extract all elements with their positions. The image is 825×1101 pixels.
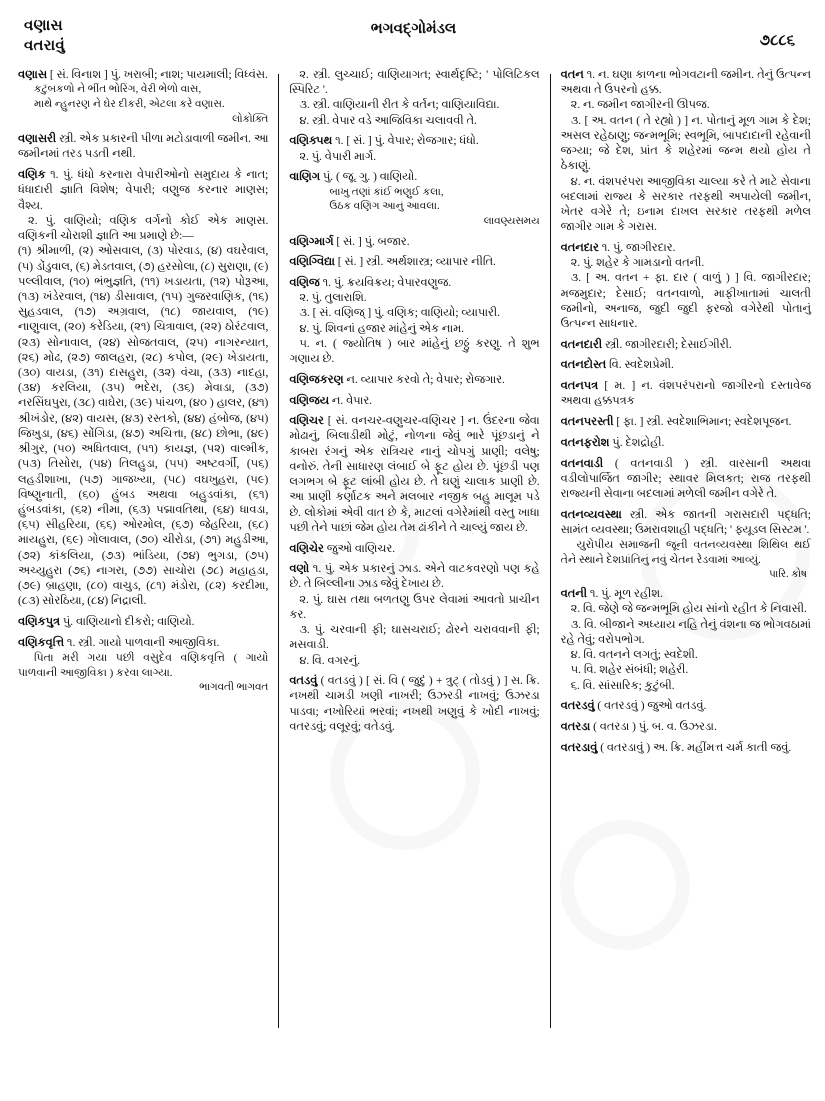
entry-quotation: કટુંબકળો ને ભીંત ભોરિંગ, વેરી ભેળો વાસ, (34, 84, 202, 96)
dictionary-entry (289, 394, 539, 409)
headword: વણિચેર (289, 542, 324, 555)
entry-sense: ૩. વિ. બીજાને અધ્યાય નહિ તેનું વંશના જ ભોગવઠામાં રહે તેવું; વરોપભોગ. (560, 618, 811, 646)
page-header (14, 14, 813, 66)
entry-definition: વતનપત્ર [ મ. ] ન. વંશપરંપરાનો જાગીરનો દસ્તાવેજ અથવા હક્કપત્રક (560, 380, 811, 408)
entry-citation: ભાગવતી ભાગવત (199, 681, 269, 693)
dictionary-entry (561, 699, 811, 714)
dictionary-entry (18, 636, 268, 695)
dictionary-entry (18, 132, 268, 162)
entry-definition: વણિગ્વિદ્યા [ સં. ] સ્ત્રી. અર્થશાસ્ત્ર; વ્યાપાર નીતિ. (289, 256, 496, 269)
entry-sense: ૨. પું. ઘાસ તથા બળતણુ ઉપર લેવામાં આવતો પ્રાચીન કર. (289, 593, 540, 621)
book-title: ભગવદ્ગોમંડલ (370, 21, 457, 37)
headword: વતરડવું (560, 700, 595, 713)
headword: વણિગ્માર્ગ (289, 235, 334, 248)
dictionary-entry (289, 276, 539, 367)
entry-definition: વણિજય ન. વેપાર. (289, 394, 373, 407)
headword: વણિગ્વિદ્યા (289, 256, 335, 269)
entry-sense: ૨. પું. વાણિયો; વણિક વર્ગનો કોઈ એક માણસ. વણિકની ચોરાશી જ્ઞાતિ આ પ્રમાણે છે:— (18, 214, 269, 243)
header-last-word: વતરાવું (24, 38, 65, 55)
entry-definition: વાણિગ પું. ( જૂ. ગુ. ) વાણિયો. (289, 171, 418, 184)
entry-definition: વણો ૧. પું. એક પ્રકારનું ઝાડ. એને વાટકવરણો પણ કહે છે. તે બિલ્લીના ઝાડ જેવું દેખાય છે. (289, 563, 540, 591)
headword: વણિક્પથ (289, 135, 333, 148)
dictionary-entry (289, 674, 539, 735)
dictionary-entry (289, 68, 539, 129)
entry-sense: ૫. ન. ( જ્યોતિષ ) બાર માંહેનું છઠ્ઠું કરણુ. તે શુભ ગણાય છે. (289, 337, 540, 366)
entry-definition: વણિક્પથ ૧. [ સં. ] પું. વેપાર; રોજગાર; ધંધો. (289, 135, 479, 148)
entry-definition: વણિચેર જુઓ વાણિચર. (289, 542, 396, 555)
entry-illustration: યુરોપીય સમાજની જૂની વતનવ્યવસ્થા શિથિલ થઈ તેને સ્થાને દેશપ્રાંતિનું નવું ચેતન રેડવામાં આવ્યું. (560, 539, 811, 566)
entry-definition: વતનપરસ્તી [ ફા. ] સ્ત્રી. સ્વદેશાભિમાન; સ્વદેશપૂજન. (560, 416, 792, 429)
entry-quotation: ઉઠક વણિગ આનું આવલા. (329, 201, 440, 213)
entry-citation: લોકોક્તિ (232, 113, 269, 125)
entry-subcaste-list: (૧) શ્રીમાળી, (૨) ઓસવાલ, (૩) પોરવાડ, (૪) વઘરેવાલ, (૫) ડોંડુવાલ, (૬) મેડતવાલ, (૭) હરસોલા, (૮) સુરાણા, (૯) પલ્લીવાલ, (૧૦) ભંભુજ્ઞતિ, (૧૧) ખડાયતા, (૧૨) પોરૂઆ, (૧૩) ખંડેરવાલ, (૧૪) ડીસાવાલ, (૧૫) ગુજરવાણિક, (૧૬) સુહડવાલ, (૧૭) અગ્રવાલ, (૧૮) જાયવાલ, (૧૯) નાણુવાલ, (૨૦) કરેડિયા, (૨૧) ચિત્રાવાલ, (૨૨) ઠોરંટવાલ, (૨૩) સોનાવાલ, (૨૪) સોજતવાલ, (૨૫) નાગરન્યાત, (૨૬) મોઢ, (૨૭) જાલહરા, (૨૮) કપોલ, (૨૯) ખેડાયતા, (૩૦) વાયડા, (૩૧) દાસહુરા, (૩૨) વંચા, (૩૩) નાદહા, (૩૪) કરલિયા, (૩૫) ભદેરા, (૩૬) મેવાડા, (૩૭) નરસિંઘપુરા, (૩૮) વાઘેરા, (૩૯) પાંચળ, (૪૦ ) હાલર, (૪૧) શ્રીખંડોર, (૪૨) વાયસ, (૪૩) રસ્તકો, (૪૪) હંબોજ, (૪૫) જિખુડા, (૪૬) સોંગિડા, (૪૭) અચિત્તા, (૪૮) છોભા, (૪૯) શ્રીગુર, (૫૦) અધિતવાલ, (૫૧) કાયજ્ઞ, (૫૨) વાલ્મીક, (૫૩) તિસોરા, (૫૪) તિલહુડા, (૫૫) અષ્ટવર્ગી, (૫૬) લહડીશાખા, (૫૭) ગાજખ્યા, (૫૮) વઘખુહરા, (૫૯) વિષ્ણુનાતી, (૬૦) હુંબડ અથવા બહુડવાંકા, (૬૧) હુંબડવાંકા, (૬૨) નીમા, (૬૩) પદ્માવતિથા, (૬૪) ધાવડા, (૬૫) સીહરિયા, (૬૬) ઓરમોલ, (૬૭) જેહરિયા, (૬૮) માયહુરા, (૬૯) ગોલાવાલ, (૭૦) ચીરોડા, (૭૧) મહુડીઆ, (૭૨) કાંકલિયા, (૭૩) ભાંડિયા, (૭૪) ભુગડા, (૭૫) અચ્યુહુરા (૭૬) નાગરા, (૭૭) સાચોરા (૭૮) મહાહડા, (૭૯) બ્રાહણા, (૮૦) વાચુડ, (૮૧) મંડોરા, (૮૨) કરદીમા, (૮૩) સોરઠિયા, (૮૪) નિદ્રાલી. (18, 245, 269, 608)
headword: વણિકવૃત્તિ (18, 636, 65, 649)
entry-sense: ૩. [ અ. વતન + ફા. દાર ( વાળું ) ] વિ. જાગીરદાર; મજમુદાર; દેસાઈ; વતનવાળો, માફીખાતામાં ચાલતી જમીનો, અનાજ, જુદી જુદી ફરજો વગેરેથી પોતાનું ઉત્પન્ન સાધનાર. (560, 272, 811, 330)
headword: વણિકપુત્ર (18, 616, 61, 629)
dictionary-entry (289, 562, 539, 669)
headword: વતનદોસ્ત (560, 359, 607, 372)
entry-sense: ૩. [ સં. વણિજ્ ] પું. વણિક; વાણિયો; વ્યાપારી. (299, 307, 501, 320)
dictionary-entry (561, 436, 811, 451)
dictionary-entry (561, 338, 811, 353)
headword: વણાસ (18, 69, 48, 81)
entry-sense: ૨. સ્ત્રી. લુચ્ચાઈ; વાણિયાગત; સ્વાર્થદૃષ્ટિ; ' પોલિટિકલ સ્પિરિટ '. (289, 69, 540, 97)
column-container (14, 68, 813, 1088)
column-1 (14, 68, 278, 1088)
headword: વણિક (18, 169, 46, 182)
headword: વતરડા (560, 720, 591, 733)
page-number: ૭૮૮૬ (759, 33, 795, 49)
headword: વતની (560, 588, 588, 601)
entry-definition: વણાસ [ સં. વિનાશ ] પું. ખરાબી; નાશ; પાયમાલી; વિધ્વંસ. (18, 69, 268, 81)
entry-definition: વણિકપુત્ર પું. વાણિયાનો દીકરો; વાણિયો. (18, 616, 195, 629)
dictionary-entry (289, 414, 539, 536)
column-3 (551, 68, 813, 1088)
dictionary-entry (561, 457, 811, 503)
entry-sense: ૬. વિ. સાંસારિક; કુટુંબી. (570, 679, 675, 692)
headword: વતનદારી (560, 338, 603, 351)
entry-definition: વણિજ ૧. પું. ક્રયવિક્રય; વેપારવણુજ. (289, 277, 452, 290)
entry-illustration: પિતા મરી ગયા પછી વસુદેવ વણિકવૃત્તિ ( ગાયો પાળવાની આજીવિકા ) કરવા લાગ્યા. (18, 651, 269, 679)
headword: વણિજય (289, 394, 330, 407)
dictionary-entry (289, 373, 539, 388)
dictionary-entry (289, 235, 539, 250)
dictionary-entry (561, 379, 811, 409)
dictionary-entry (289, 255, 539, 270)
entry-quotation: માથે ન્હુનરણ ને ઘેર દીકરી, એટલા કરે વણાસ. (34, 99, 225, 111)
dictionary-entry (561, 741, 811, 756)
dictionary-entry (18, 68, 268, 127)
dictionary-entry (18, 615, 268, 630)
entry-definition: વણિજકરણ ન. વ્યાપાર કરવો તે; વેપાર; રોજગાર. (289, 373, 505, 386)
entry-definition: વતનદાર ૧. પું. જાગીરદાર. (560, 241, 676, 254)
entry-definition: વતની ૧. પું. મૂળ રહીશ. (560, 588, 663, 601)
entry-definition: વતડવું ( વતડવું ) [ સં. વિ ( જુદું ) + ત્રુટ્ ( તોડવું ) ] સ. ક્રિ. નખથી ચામડી ખણી નાખરી; ઉઝરડી નાખવું; ઉઝરડા પાડવા; નખોરિયાં ભરવાં; નખથી ખણુવું કે ખોદી નાખવું; વતરડવું; વલૂરવું; વતેડવું. (289, 675, 540, 733)
dictionary-entry (18, 168, 268, 609)
headword: વતડવું (289, 675, 318, 688)
headword: વતરડાવું (560, 741, 598, 754)
entry-definition: વણિગ્માર્ગ [ સં. ] પું. બજાર. (289, 235, 410, 248)
entry-definition: વતન ૧. ન. ઘણા કાળના ભોગવટાની જમીન. તેનું ઉત્પન્ન અથવા તે ઉપરનો હક્ક. (560, 69, 811, 97)
headword: વણિજકરણ (289, 373, 344, 386)
entry-definition: વતરડા ( વતરડા ) પું. બ. વ. ઉઝરડા. (560, 720, 717, 733)
dictionary-entry (561, 241, 811, 332)
headword: વણાસરી (18, 133, 57, 146)
entry-definition: વણિકવૃત્તિ ૧. સ્ત્રી. ગાયો પાળવાની આજીવિકા. (18, 636, 220, 649)
entry-definition: વણિચર [ સં. વનચર-વણુચર-વણિચર ] ન. ઉંદરના જેવા મોઢાનું, બિલાડીથી મોટું, નોળના જેવું ભારે પૂંછડાનું ને કાબરા રંગનું એક રાત્રિચર નાનું ચોપગું પ્રાણી; વલેષુ; વનોરું. તેની સાધારણ લંબાઈ બે ફૂટ હોય છે. પૂંછડી પણ લગભગ બે ફૂટ લાંબી હોય છે. તે ઘણું ચાલાક પ્રાણી છે. આ પ્રાણી કર્ણાટક અને મલબાર નજીક બહુ માલૂમ પડે છે. લોકોમાં એવી વાત છે કે, માટલાં વગેરેમાંથી વસ્તુ ખાધા પછી તેને પાછાં જેમ હોય તેમ ઢાંકીને તે ચાલ્યું જાય છે. (289, 415, 540, 534)
dictionary-entry (561, 720, 811, 735)
entry-sense: ૪. સ્ત્રી. વેપાર વડે આજિવિકા ચલાવવી તે. (299, 114, 477, 127)
headword: વાણિગ (289, 171, 321, 184)
headword: વણિજ (289, 277, 320, 290)
column-2 (279, 68, 549, 1088)
dictionary-entry (561, 358, 811, 373)
entry-quotation: બાખુ તણાં કાંઈ ભણુઈ કલા, (329, 186, 444, 198)
headword: વતનવાડી (560, 457, 604, 470)
entry-sense: ૪. વિ. વગરનું. (299, 654, 361, 667)
entry-sense: ૩. [ અ. વતન ( તે રહ્યો ) ] ન. પોતાનું મૂળ ગામ કે દેશ; અસલ રહેઠાણુ; જન્મભૂમિ; સ્વભૂમિ, બાપદાદાની રહેવાની જગ્યા; જે દેશ, પ્રાંત કે શહેરમાં જન્મ થયો હોય તે ઠેકાણું. (560, 114, 811, 173)
entry-sense: ૨. પું. શહેર કે ગામડાનો વતની. (570, 257, 705, 270)
headword: વણો (289, 563, 310, 576)
entry-sense: ૪. ન. વંશપરંપરા આજીવિકા ચાલ્યા કરે તે માટે સેવાના બદલામાં રાજ્ય કે સરકાર તરફથી અપાયેલી જમીન, ખેતર વગેરે તે; ઇનામ દાખલ સરકાર તરફથી મળેલ જાગીર ગામ કે ગરાસ. (560, 175, 811, 234)
headword: વતન (560, 69, 584, 81)
entry-definition: વતનવાડી ( વતનવાડી ) સ્ત્રી. વારસાની અથવા વડીલોપાર્જિત જાગીર; સ્થાવર મિલકત; રાજ તરફથી રાજ્યની સેવાના બદલામાં મળેલી જમીન વગેરે તે. (560, 457, 811, 500)
dictionary-entry (289, 542, 539, 557)
dictionary-entry (289, 134, 539, 164)
headword: વતનવ્યવસ્થા (560, 508, 622, 521)
headword: વતનદાર (560, 241, 599, 254)
entry-definition: વતનદારી સ્ત્રી. જાગીરદારી; દેસાઈગીરી. (560, 338, 732, 351)
entry-definition: વણાસરી સ્ત્રી. એક પ્રકારની પીળા મટોડાવાળી જમીન. આ જમીનમાં તરડ પડતી નથી. (18, 133, 269, 161)
headword: વતનફરોશ (560, 436, 610, 449)
entry-sense: ૫. વિ. શહેર સંબંધી; શહેરી. (570, 664, 689, 677)
entry-sense: ૨. પું. વેપારી માર્ગ. (299, 150, 377, 163)
entry-definition: વતનદોસ્ત વિ. સ્વદેશપ્રેમી. (560, 359, 674, 372)
entry-definition: વતનવ્યવસ્થા સ્ત્રી. એક જાતની ગરાસદારી પદ્ધતિ; સામંત વ્યવસ્થા; ઉમરાવશાહી પદ્ધતિ; ' ફ્યૂડલ સિસ્ટમ '. (560, 508, 811, 536)
dictionary-entry (561, 587, 811, 694)
dictionary-entry (561, 415, 811, 430)
entry-sense: ૨. વિ. જેણે જે જન્મભૂમિ હોય સાંનો રહીત કે નિવાસી. (570, 603, 807, 616)
entry-sense: ૩. સ્ત્રી. વાણિયાની રીત કે વર્તન; વાણિયાવિદ્યા. (299, 99, 500, 112)
entry-definition: વતરડવું ( વતરડવું ) જુઓ વતડવું. (560, 700, 707, 713)
headword: વતનપરસ્તી (560, 416, 614, 429)
entry-sense: ૪. પું. શિવનાં હજાર માંહેનું એક નામ. (299, 322, 465, 335)
headword: વતનપત્ર (560, 380, 599, 393)
entry-sense: ૩. પું. ચરવાની ફી; ઘાસચરાઈ; ઢોરને ચરાવવાની ફી; મસવાડી. (289, 624, 540, 652)
entry-definition: વતરડાવું ( વતરડાવું ) અ. ક્રિ. મહીંમત્ત ચર્મ કાતી જવું. (560, 741, 792, 754)
header-first-word: વણાસ (24, 18, 63, 34)
entry-definition: વણિક ૧. પું. ધંધો કરનારા વેપારીઓનો સમુદાય કે નાત; ધંધાદારી જ્ઞાતિ વિશેષ; વેપારી; વણુજ કરનાર માણસ; વૈશ્ય. (18, 169, 269, 212)
entry-sense: ૨. પું. તુલારાશિ. (299, 292, 367, 305)
entry-citation: પારિ. કોષ (769, 568, 807, 580)
entry-definition: વતનફરોશ પું. દેશદ્રોહી. (560, 436, 665, 449)
dictionary-entry (561, 68, 811, 235)
headword: વણિચર (289, 415, 324, 428)
entry-citation: લાવણ્યસમય (483, 216, 540, 228)
entry-sense: ૨. ન. જમીન જાગીરની ઊપજ. (570, 99, 710, 112)
entry-sense: ૪. વિ. વતનને લગતું; સ્વદેશી. (570, 649, 698, 662)
dictionary-entry (289, 170, 539, 229)
dictionary-entry (561, 508, 811, 582)
